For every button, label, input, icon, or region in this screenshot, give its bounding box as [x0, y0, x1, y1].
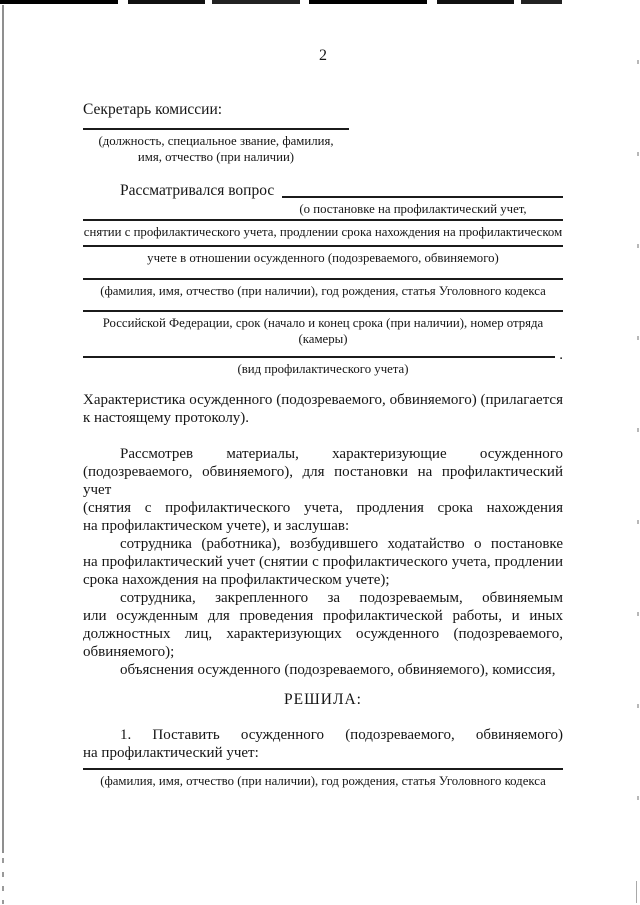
write-in-line-row [83, 347, 563, 363]
paragraph-line: объяснения осужденного (подозреваемого, обвиняемого), комиссия, [120, 662, 556, 678]
secretary-caption-line2: имя, отчество (при наличии) [137, 150, 295, 164]
paragraph-line: на профилактический учет: [83, 745, 259, 761]
secretary-label: Секретарь комиссии: [83, 101, 223, 118]
scan-left-edge-dash-artifact [2, 858, 4, 904]
secretary-caption-line1: (должность, специальное звание, фамилия, [98, 134, 334, 148]
line-caption: (фамилия, имя, отчество (при наличии), год рождения, статья Уголовного кодекса [100, 774, 546, 788]
page-number: 2 [319, 47, 327, 64]
decision-heading: РЕШИЛА: [284, 691, 362, 708]
decision-item-1 [83, 726, 563, 762]
paragraph-line: должностных лиц, характеризующих осужденного (подозреваемого, [83, 626, 563, 642]
paragraph-line: сотрудника, закрепленного за подозреваемым, обвиняемым [120, 590, 563, 606]
paragraph-line: (подозреваемого, обвиняемого), для постановки на профилактический учет [83, 464, 563, 498]
paragraph-line: срока нахождения на профилактическом учете); [83, 572, 390, 588]
paragraph-line: Рассмотрев материалы, характеризующие осужденного [120, 446, 563, 462]
paragraph-line: обвиняемого); [83, 644, 175, 660]
secretary-write-in-line [83, 128, 349, 130]
write-in-line [83, 310, 563, 312]
line-caption: учете в отношении осужденного (подозреваемого, обвиняемого) [147, 251, 499, 265]
secretary-caption [83, 133, 349, 165]
write-in-line [83, 356, 555, 358]
paragraph-line: на профилактический учет (снятии с профилактического учета, продлении [83, 554, 563, 570]
paragraph-considered-materials [83, 445, 563, 535]
line-caption-line1: Российской Федерации, срок (начало и конец срока (при наличии), номер отряда [102, 316, 544, 330]
paragraph-line: (снятия с профилактического учета, продления срока нахождения [83, 500, 563, 516]
question-label: Рассматривался вопрос [120, 182, 275, 199]
paragraph-line: сотрудника (работника), возбудившего ходатайство о постановке [120, 536, 563, 552]
paragraph-characteristic [83, 391, 563, 427]
line-caption: снятии с профилактического учета, продлении срока нахождения на профилактическом [83, 225, 563, 239]
paragraph-explanations [83, 661, 563, 679]
line-caption-line2: (камеры) [298, 332, 348, 346]
paragraph-line: Характеристика осужденного (подозреваемого, обвиняемого) (прилагается [83, 392, 563, 408]
write-in-line [83, 768, 563, 770]
line-caption: (фамилия, имя, отчество (при наличии), год рождения, статья Уголовного кодекса [100, 284, 546, 298]
paragraph-line: 1. Поставить осужденного (подозреваемого, обвиняемого) [120, 727, 563, 743]
paragraph-line: или осужденным для проведения профилактической работы, и иных [83, 608, 563, 624]
question-write-in-line [282, 196, 563, 198]
question-caption: (о постановке на профилактический учет, [299, 202, 527, 216]
paragraph-initiating-officer [83, 535, 563, 589]
line-caption: (вид профилактического учета) [237, 362, 409, 376]
write-in-line [83, 245, 563, 247]
paragraph-line: на профилактическом учете), и заслушав: [83, 518, 350, 534]
paragraph-line: к настоящему протоколу). [83, 410, 250, 426]
question-row [83, 182, 563, 200]
scan-bottom-right-dash-artifact [636, 881, 637, 903]
trailing-period: . [559, 347, 563, 363]
paragraph-assigned-officer [83, 589, 563, 661]
write-in-line [83, 278, 563, 280]
line-caption [83, 315, 563, 347]
write-in-line [83, 219, 563, 221]
